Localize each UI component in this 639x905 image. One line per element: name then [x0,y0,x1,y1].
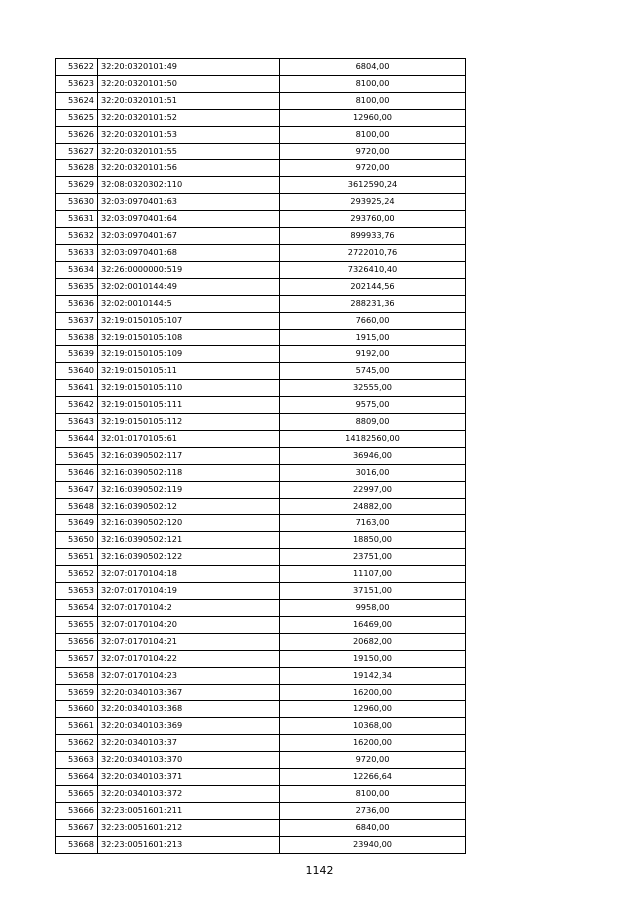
table-row [56,278,466,295]
cadastral-value-cell: 2722010,76 [280,244,466,261]
cadastral-value-cell: 8809,00 [280,414,466,431]
row-number-cell: 53629 [56,177,98,194]
cadastral-value-cell: 19150,00 [280,650,466,667]
cadastral-value-cell: 36946,00 [280,447,466,464]
table-row [56,667,466,684]
table-row [56,532,466,549]
row-number-cell: 53623 [56,75,98,92]
table-row [56,600,466,617]
table-row [56,769,466,786]
table-row [56,464,466,481]
row-number-cell: 53641 [56,380,98,397]
table-row [56,785,466,802]
table-row [56,616,466,633]
cadastral-number-cell: 32:08:0320302:110 [98,177,280,194]
cadastral-value-table [55,58,466,854]
cadastral-number-cell: 32:23:0051601:212 [98,819,280,836]
cadastral-number-cell: 32:19:0150105:112 [98,414,280,431]
cadastral-value-cell: 32555,00 [280,380,466,397]
cadastral-value-cell: 11107,00 [280,566,466,583]
cadastral-value-cell: 1915,00 [280,329,466,346]
row-number-cell: 53648 [56,498,98,515]
cadastral-value-cell: 6840,00 [280,819,466,836]
cadastral-value-cell: 12960,00 [280,701,466,718]
cadastral-number-cell: 32:16:0390502:117 [98,447,280,464]
row-number-cell: 53627 [56,143,98,160]
row-number-cell: 53668 [56,836,98,853]
table-row [56,498,466,515]
cadastral-value-cell: 5745,00 [280,363,466,380]
table-row [56,397,466,414]
cadastral-number-cell: 32:20:0320101:56 [98,160,280,177]
cadastral-number-cell: 32:03:0970401:68 [98,244,280,261]
page-number: 1142 [305,864,334,877]
table-row [56,346,466,363]
cadastral-value-cell: 12960,00 [280,109,466,126]
row-number-cell: 53637 [56,312,98,329]
row-number-cell: 53633 [56,244,98,261]
row-number-cell: 53658 [56,667,98,684]
row-number-cell: 53656 [56,633,98,650]
row-number-cell: 53626 [56,126,98,143]
row-number-cell: 53647 [56,481,98,498]
cadastral-number-cell: 32:20:0340103:368 [98,701,280,718]
row-number-cell: 53628 [56,160,98,177]
table-row [56,380,466,397]
cadastral-number-cell: 32:16:0390502:119 [98,481,280,498]
cadastral-number-cell: 32:19:0150105:108 [98,329,280,346]
cadastral-number-cell: 32:01:0170105:61 [98,430,280,447]
cadastral-value-cell: 8100,00 [280,126,466,143]
cadastral-value-cell: 12266,64 [280,769,466,786]
row-number-cell: 53654 [56,600,98,617]
cadastral-number-cell: 32:19:0150105:11 [98,363,280,380]
cadastral-value-cell: 16469,00 [280,616,466,633]
row-number-cell: 53666 [56,802,98,819]
row-number-cell: 53640 [56,363,98,380]
table-row [56,59,466,76]
cadastral-number-cell: 32:19:0150105:111 [98,397,280,414]
cadastral-value-cell: 2736,00 [280,802,466,819]
table-row [56,295,466,312]
cadastral-value-cell: 23940,00 [280,836,466,853]
table-row [56,126,466,143]
row-number-cell: 53651 [56,549,98,566]
table-row [56,515,466,532]
row-number-cell: 53631 [56,211,98,228]
cadastral-value-cell: 16200,00 [280,684,466,701]
cadastral-value-cell: 9958,00 [280,600,466,617]
cadastral-number-cell: 32:20:0320101:53 [98,126,280,143]
cadastral-value-cell: 24882,00 [280,498,466,515]
cadastral-number-cell: 32:19:0150105:107 [98,312,280,329]
cadastral-value-cell: 19142,34 [280,667,466,684]
table-row [56,633,466,650]
row-number-cell: 53649 [56,515,98,532]
table-row [56,75,466,92]
cadastral-value-cell: 8100,00 [280,785,466,802]
cadastral-value-cell: 8100,00 [280,75,466,92]
cadastral-number-cell: 32:16:0390502:118 [98,464,280,481]
cadastral-number-cell: 32:03:0970401:63 [98,194,280,211]
cadastral-number-cell: 32:20:0340103:369 [98,718,280,735]
table-row [56,650,466,667]
cadastral-number-cell: 32:02:0010144:49 [98,278,280,295]
cadastral-value-cell: 9720,00 [280,143,466,160]
cadastral-number-cell: 32:26:0000000:519 [98,261,280,278]
row-number-cell: 53634 [56,261,98,278]
cadastral-number-cell: 32:23:0051601:211 [98,802,280,819]
cadastral-number-cell: 32:07:0170104:21 [98,633,280,650]
row-number-cell: 53622 [56,59,98,76]
table-row [56,143,466,160]
row-number-cell: 53662 [56,735,98,752]
row-number-cell: 53652 [56,566,98,583]
row-number-cell: 53632 [56,228,98,245]
table-row [56,414,466,431]
cadastral-number-cell: 32:20:0340103:372 [98,785,280,802]
row-number-cell: 53663 [56,752,98,769]
cadastral-value-cell: 899933,76 [280,228,466,245]
cadastral-number-cell: 32:20:0320101:50 [98,75,280,92]
table-row [56,194,466,211]
table-row [56,160,466,177]
table-row [56,92,466,109]
cadastral-number-cell: 32:16:0390502:120 [98,515,280,532]
row-number-cell: 53665 [56,785,98,802]
cadastral-number-cell: 32:07:0170104:19 [98,583,280,600]
table-row [56,261,466,278]
cadastral-number-cell: 32:07:0170104:23 [98,667,280,684]
cadastral-value-cell: 9575,00 [280,397,466,414]
row-number-cell: 53639 [56,346,98,363]
table-body [56,59,466,854]
cadastral-number-cell: 32:16:0390502:121 [98,532,280,549]
cadastral-value-cell: 293925,24 [280,194,466,211]
row-number-cell: 53655 [56,616,98,633]
row-number-cell: 53664 [56,769,98,786]
cadastral-number-cell: 32:07:0170104:18 [98,566,280,583]
cadastral-number-cell: 32:20:0340103:370 [98,752,280,769]
cadastral-number-cell: 32:19:0150105:109 [98,346,280,363]
row-number-cell: 53645 [56,447,98,464]
row-number-cell: 53646 [56,464,98,481]
row-number-cell: 53636 [56,295,98,312]
cadastral-value-cell: 3612590,24 [280,177,466,194]
cadastral-value-cell: 9192,00 [280,346,466,363]
table-row [56,819,466,836]
table-row [56,177,466,194]
cadastral-value-cell: 9720,00 [280,752,466,769]
cadastral-number-cell: 32:02:0010144:5 [98,295,280,312]
table-row [56,430,466,447]
table-row [56,802,466,819]
table-row [56,549,466,566]
row-number-cell: 53624 [56,92,98,109]
table-row [56,566,466,583]
table-row [56,244,466,261]
cadastral-value-cell: 7326410,40 [280,261,466,278]
table-row [56,329,466,346]
table-row [56,836,466,853]
cadastral-value-cell: 288231,36 [280,295,466,312]
cadastral-value-cell: 18850,00 [280,532,466,549]
table-row [56,701,466,718]
table-row [56,684,466,701]
table-row [56,312,466,329]
row-number-cell: 53644 [56,430,98,447]
row-number-cell: 53642 [56,397,98,414]
cadastral-number-cell: 32:20:0320101:55 [98,143,280,160]
row-number-cell: 53635 [56,278,98,295]
cadastral-number-cell: 32:07:0170104:20 [98,616,280,633]
cadastral-value-cell: 7660,00 [280,312,466,329]
row-number-cell: 53659 [56,684,98,701]
row-number-cell: 53660 [56,701,98,718]
table-row [56,735,466,752]
cadastral-value-cell: 7163,00 [280,515,466,532]
cadastral-value-cell: 14182560,00 [280,430,466,447]
cadastral-number-cell: 32:20:0320101:52 [98,109,280,126]
table-row [56,109,466,126]
cadastral-number-cell: 32:03:0970401:64 [98,211,280,228]
row-number-cell: 53625 [56,109,98,126]
row-number-cell: 53650 [56,532,98,549]
table-row [56,363,466,380]
cadastral-number-cell: 32:20:0340103:371 [98,769,280,786]
cadastral-number-cell: 32:03:0970401:67 [98,228,280,245]
row-number-cell: 53630 [56,194,98,211]
cadastral-number-cell: 32:07:0170104:2 [98,600,280,617]
cadastral-number-cell: 32:07:0170104:22 [98,650,280,667]
row-number-cell: 53667 [56,819,98,836]
cadastral-value-cell: 8100,00 [280,92,466,109]
cadastral-number-cell: 32:16:0390502:12 [98,498,280,515]
cadastral-value-cell: 23751,00 [280,549,466,566]
row-number-cell: 53638 [56,329,98,346]
row-number-cell: 53657 [56,650,98,667]
cadastral-number-cell: 32:20:0320101:49 [98,59,280,76]
cadastral-number-cell: 32:16:0390502:122 [98,549,280,566]
cadastral-value-cell: 16200,00 [280,735,466,752]
cadastral-number-cell: 32:19:0150105:110 [98,380,280,397]
table-row [56,481,466,498]
table-row [56,718,466,735]
table-row [56,447,466,464]
table-row [56,752,466,769]
cadastral-number-cell: 32:20:0320101:51 [98,92,280,109]
cadastral-value-cell: 9720,00 [280,160,466,177]
cadastral-value-cell: 6804,00 [280,59,466,76]
row-number-cell: 53653 [56,583,98,600]
cadastral-number-cell: 32:20:0340103:367 [98,684,280,701]
cadastral-value-cell: 202144,56 [280,278,466,295]
cadastral-value-cell: 10368,00 [280,718,466,735]
table-row [56,583,466,600]
cadastral-value-cell: 293760,00 [280,211,466,228]
table-row [56,228,466,245]
row-number-cell: 53661 [56,718,98,735]
cadastral-number-cell: 32:23:0051601:213 [98,836,280,853]
cadastral-value-cell: 22997,00 [280,481,466,498]
cadastral-value-cell: 3016,00 [280,464,466,481]
table-row [56,211,466,228]
row-number-cell: 53643 [56,414,98,431]
cadastral-value-cell: 37151,00 [280,583,466,600]
cadastral-number-cell: 32:20:0340103:37 [98,735,280,752]
cadastral-value-cell: 20682,00 [280,633,466,650]
